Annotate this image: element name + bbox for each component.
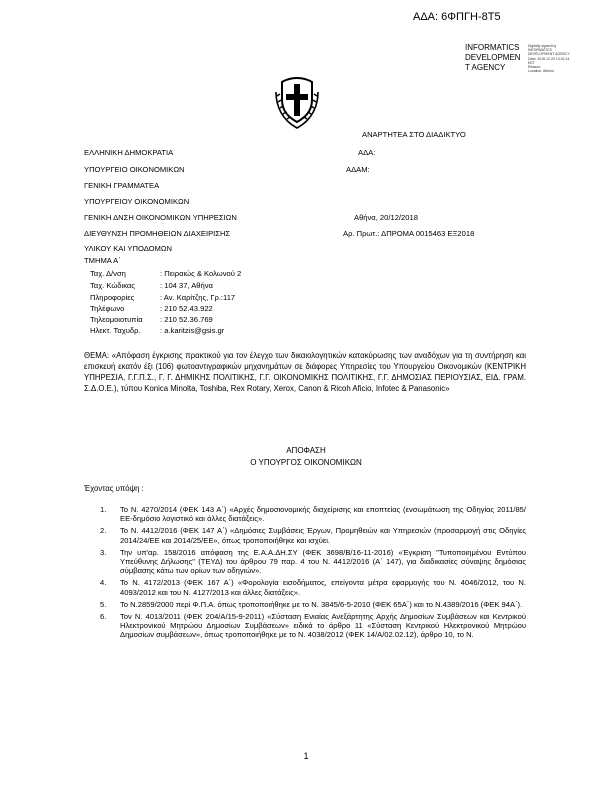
intro-line: Έχοντας υπόψη : — [84, 484, 144, 493]
ada-label: ΑΔΑ: — [358, 148, 376, 157]
list-item — [100, 612, 526, 640]
signature-detail-line: Reason: — [528, 65, 542, 70]
authority-line: ΥΠΟΥΡΓΕΙΟΥ ΟΙΚΟΝΟΜΙΚΩΝ — [84, 197, 190, 206]
list-number: 6. — [100, 612, 107, 622]
list-text: Την υπ'αρ. 158/2016 απόφαση της Ε.Α.Α.ΔΗ.ΣΥ (ΦΕΚ 3698/Β/16-11-2016) «Έγκριση "Τυποποιημένου Εντύπου Υπεύθυνης Δήλωσης" (ΤΕΥΔ) του άρθρου 79 παρ. 4 του Ν. 4412/2016 (Α΄ 147), για διαδικασίες σύναψης δημόσιας σύμβασης κάτω των ορίων των οδηγιών». — [120, 547, 526, 576]
address-label: Ταχ. Κώδικας — [90, 281, 135, 290]
posting-note: ΑΝΑΡΤΗΤΕΑ ΣΤΟ ΔΙΑΔΙΚΤΥΟ — [362, 130, 466, 139]
email-value[interactable]: : a.karitzis@gsis.gr — [160, 326, 225, 335]
authority-line: ΔΙΕΥΘΥΝΣΗ ΠΡΟΜΗΘΕΙΩΝ ΔΙΑΧΕΙΡΙΣΗΣ — [84, 229, 231, 238]
list-text: Το Ν. 4172/2013 (ΦΕΚ 167 Α΄) «Φορολογία εισοδήματος, επείγοντα μέτρα εφαρμογής του Ν. 4046/2012, του Ν. 4093/2012 και του Ν. 4127/2013 και άλλες διατάξεις». — [120, 578, 526, 597]
address-value: : Πειραιώς & Κολωνού 2 — [160, 269, 242, 278]
signature-org-line: T AGENCY — [465, 63, 506, 72]
address-value: : 210 52.36.769 — [160, 315, 213, 324]
authority-line: ΓΕΝΙΚΗ ΔΝΣΗ ΟΙΚΟΝΟΜΙΚΩΝ ΥΠΗΡΕΣΙΩΝ — [84, 213, 237, 222]
signature-detail-line: DEVELOPMENT AGENCY — [528, 52, 570, 57]
document-date: Αθήνα, 20/12/2018 — [354, 213, 418, 222]
signature-detail-line: Digitally signed by — [528, 44, 557, 48]
address-label: Ταχ. Δ/νση — [90, 269, 126, 278]
list-number: 5. — [100, 599, 107, 609]
address-label: Πληροφορίες — [90, 293, 135, 302]
protocol-number: Αρ. Πρωτ.: ΔΠΡΟΜΑ 0015463 ΕΞ2018 — [343, 229, 475, 238]
authority-line: ΕΛΛΗΝΙΚΗ ΔΗΜΟΚΡΑΤΙΑ — [84, 148, 174, 157]
address-label: Ηλεκτ. Ταχυδρ. — [90, 326, 141, 335]
authority-line: ΥΠΟΥΡΓΕΙΟ ΟΙΚΟΝΟΜΙΚΩΝ — [84, 165, 185, 174]
list-text: Το Ν. 4412/2016 (ΦΕΚ 147 Α΄) «Δημόσιες Συμβάσεις Έργων, Προμηθειών και Υπηρεσιών (προσαρμογή στις Οδηγίες 2014/24/ΕΕ και 2014/25/ΕΕ», όπως τροποποιήθηκε και ισχύει. — [120, 526, 526, 545]
list-item — [100, 578, 526, 596]
list-number: 3. — [100, 547, 107, 557]
decision-subtitle: Ο ΥΠΟΥΡΓΟΣ ΟΙΚΟΝΟΜΙΚΩΝ — [250, 458, 362, 467]
list-number: 4. — [100, 578, 107, 588]
signature-detail-line: INFORMATICS — [528, 48, 552, 53]
list-text: Τον Ν. 4013/2011 (ΦΕΚ 204/Α/15-9-2011) «Σύσταση Ενιαίας Ανεξάρτητης Αρχής Δημοσίων Συμβάσεων και Κεντρικού Ηλεκτρονικού Μητρώου Δημοσίων Συμβάσεων» ειδικά το άρθρο 11 «Σύσταση Κεντρικού Ηλεκτρονικού Μητρώου Δημοσίων συμβάσεων», όπως τροποποιήθηκε με το Ν. 4038/2012 (ΦΕΚ 14/Α/02.02.12), άρθρο 10, το Ν. — [120, 612, 526, 640]
considerations-list — [100, 505, 526, 640]
ada-code: ΑΔΑ: 6ΦΠΓΗ-8Τ5 — [413, 11, 501, 23]
list-number: 1. — [100, 505, 107, 514]
department-line: ΤΜΗΜΑ Α΄ — [84, 256, 121, 265]
page-number: 1 — [303, 751, 309, 761]
list-item — [100, 505, 526, 523]
list-item — [100, 600, 526, 609]
address-value: : Αν. Καρίτζης, Γρ.:117 — [160, 293, 236, 302]
adam-label: ΑΔΑΜ: — [346, 165, 370, 174]
list-text: Το Ν.2859/2000 περί Φ.Π.Α. όπως τροποποιήθηκε με το Ν. 3845/6-5-2010 (ΦΕΚ 65Α΄) και το Ν.4389/2016 (ΦΕΚ 94Α΄). — [120, 599, 523, 609]
authority-line: ΥΛΙΚΟΥ ΚΑΙ ΥΠΟΔΟΜΩΝ — [84, 244, 173, 253]
decision-title: ΑΠΟΦΑΣΗ — [286, 446, 326, 455]
signature-detail-line: Location: Athens — [528, 69, 554, 74]
signature-detail-line: EET — [528, 60, 535, 65]
list-item — [100, 526, 526, 544]
address-label: Τηλεομοιοτυπία — [90, 315, 143, 324]
list-text: Το Ν. 4270/2014 (ΦΕΚ 143 Α΄) «Αρχές δημοσιονομικής διαχείρισης και εποπτείας (ενσωμάτωση της Οδηγίας 2011/85/ΕΕ-δημόσιο λογιστικό και άλλες διατάξεις». — [120, 505, 526, 524]
address-label: Τηλέφωνο — [90, 304, 125, 313]
address-value: : 104 37, Αθήνα — [160, 281, 213, 290]
signature-org-line: DEVELOPMEN — [465, 53, 521, 62]
address-value: : 210 52.43.922 — [160, 304, 213, 313]
list-item — [100, 548, 526, 576]
signature-org-name — [465, 43, 521, 73]
greek-coat-of-arms-icon — [274, 72, 320, 130]
signature-org-line: INFORMATICS — [465, 43, 520, 52]
list-number: 2. — [100, 526, 107, 536]
authority-line: ΓΕΝΙΚΗ ΓΡΑΜΜΑΤΕΑ — [84, 181, 160, 190]
signature-detail-line: Date: 2018.12.20 13:31:14 — [528, 56, 570, 61]
subject-paragraph: ΘΕΜΑ: «Απόφαση έγκρισης πρακτικού για τον έλεγχο των δικαιολογητικών κατακύρωσης των αναδόχων για τη συντήρηση και επισκευή εκατόν έξι (106) φωτοαντιγραφικών μηχανημάτων σε διάφορες Υπηρεσίες του Υπουργείου Οικονομικών (ΚΕΝΤΡΙΚΗ ΥΠΗΡΕΣΙΑ, Γ.Γ.Π.Σ., Γ. Γ. ΔΗΜΙΚΗΣ ΠΟΛΙΤΙΚΗΣ, Γ.Γ. ΟΙΚΟΝΟΜΙΚΗΣ ΠΟΛΙΤΙΚΗΣ, Γ.Γ. ΔΗΜΟΣΙΑΣ ΠΕΡΙΟΥΣΙΑΣ, ΕΙΔ. ΓΡΑΜ. Σ.Δ.Ο.Ε.), τύπου Konica Minolta, Toshiba, Rex Rotary, Xerox, Canon & Ricoh Aficio, Infotec & Panasonic» — [84, 351, 526, 393]
digital-signature-details — [528, 44, 598, 73]
